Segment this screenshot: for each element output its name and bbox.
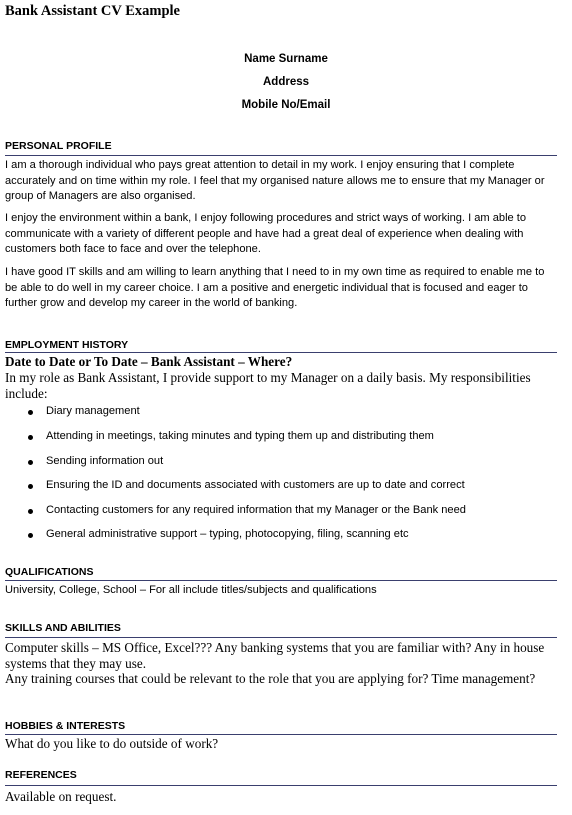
skills-text: Computer skills – MS Office, Excel??? Any banking systems that you are familiar with? Any in house systems that they may use. bbox=[5, 640, 545, 671]
section-divider bbox=[5, 155, 557, 156]
qualifications-text: University, College, School – For all include titles/subjects and qualifications bbox=[5, 584, 377, 596]
candidate-address: Address bbox=[262, 76, 310, 88]
bullet-icon bbox=[28, 509, 33, 514]
personal-profile-heading: PERSONAL PROFILE bbox=[5, 140, 112, 152]
section-divider bbox=[5, 352, 557, 353]
candidate-contact: Mobile No/Email bbox=[241, 99, 331, 111]
bullet-icon bbox=[28, 460, 33, 465]
candidate-name: Name Surname bbox=[244, 53, 328, 65]
section-divider bbox=[5, 580, 557, 581]
profile-paragraph: I enjoy the environment within a bank, I enjoy following procedures and strict ways of working. I am able to communicate with a variety of different people and have had a great deal of experience when dealing with customers both face to face and over the telephone. bbox=[5, 212, 527, 255]
section-divider bbox=[5, 734, 557, 735]
references-text: Available on request. bbox=[5, 789, 117, 804]
document-title: Bank Assistant CV Example bbox=[5, 3, 180, 19]
hobbies-text: What do you like to do outside of work? bbox=[5, 736, 219, 751]
bullet-icon bbox=[28, 435, 33, 440]
cv-document: Bank Assistant CV Example Name Surname Address Mobile No/Email PERSONAL PROFILE I am a thorough individual who pays great attention to detail in my work. I enjoy ensuring that I complete accurately and on time within my role. I feel that my organised nature allows me to ensure that my Manager or group of Managers are also organised. I enjoy the environment within a bank, I enjoy following procedures and strict ways of working. I am able to communicate with a variety of different people and have had a great deal of experience when dealing with customers both face to face and over the telephone. I have good IT skills and am willing to learn anything that I need to in my own time as required to enable me to be able to do well in my career choice. I am a positive and energetic individual that is focused and eager to further grow and develop my career in the world of banking. EMPLOYMENT HISTORY Date to Date or To Date – Bank Assistant – Where? In my role as Bank Assistant, I provide support to my Manager on a daily basis. My responsibilities include: Diary management Attending in meetings, taking minutes and typing them up and distributing them Sending information out Ensuring the ID and documents associated with customers are up to date and correct Contacting customers for any required information that my Manager or the Bank need General administrative support – typing, photocopying, filing, scanning etc QUALIFICATIONS University, College, School – For all include titles/subjects and qualifications SKILLS AND ABILITIES Computer skills – MS Office, Excel??? Any banking systems that you are familiar with? Any in house systems that they may use. Any training courses that could be relevant to the role that you are applying for? Time management? HOBBIES & INTERESTS What do you like to do outside of work? REFERENCES Available on request. bbox=[0, 0, 572, 815]
bullet-icon bbox=[28, 410, 33, 415]
hobbies-heading: HOBBIES & INTERESTS bbox=[5, 720, 126, 732]
job-title: Date to Date or To Date – Bank Assistant – Where? bbox=[5, 354, 293, 369]
section-divider bbox=[5, 637, 557, 638]
bullet-icon bbox=[28, 533, 33, 538]
profile-paragraph: I have good IT skills and am willing to learn anything that I need to in my own time as required to enable me to be able to do well in my career choice. I am a positive and energetic individual that is focused and eager to further grow and develop my career in the world of banking. bbox=[5, 266, 545, 309]
bullet-icon bbox=[28, 484, 33, 489]
profile-paragraph: I am a thorough individual who pays great attention to detail in my work. I enjoy ensuring that I complete accurately and on time within my role. I feel that my organised nature allows me to ensure that my Manager or group of Managers are also organised. bbox=[5, 159, 545, 202]
qualifications-heading: QUALIFICATIONS bbox=[5, 566, 94, 578]
section-divider bbox=[5, 785, 557, 786]
skills-heading: SKILLS AND ABILITIES bbox=[5, 622, 121, 634]
references-heading: REFERENCES bbox=[5, 769, 77, 781]
employment-history-heading: EMPLOYMENT HISTORY bbox=[5, 339, 129, 351]
skills-text: Any training courses that could be relevant to the role that you are applying for? Time management? bbox=[5, 671, 536, 686]
job-intro: In my role as Bank Assistant, I provide support to my Manager on a daily basis. My responsibilities include: bbox=[5, 370, 531, 401]
